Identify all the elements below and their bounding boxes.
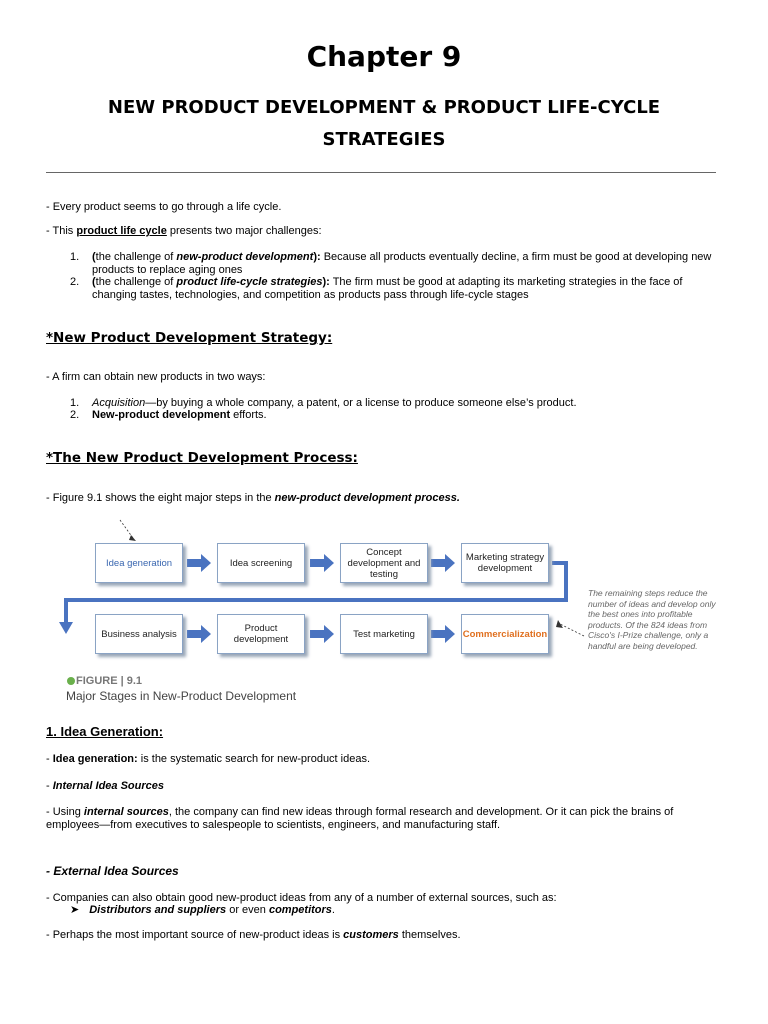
internal-text <box>46 806 726 832</box>
step-test-marketing: Test marketing <box>340 614 428 654</box>
internal-body: , the company can find new ideas through formal research and development. Or it can pick the brains of employees—from executives to salespeople to scientists, engineers, and manufacturing staff. <box>46 806 674 831</box>
figure-label <box>66 675 142 687</box>
section-heading-process: *The New Product Development Process: <box>46 450 358 466</box>
list-number: 2. <box>70 409 80 421</box>
customers-pre: - Perhaps the most important source of new-product ideas is <box>46 929 344 941</box>
figure-caption: Major Stages in New-Product Development <box>66 689 297 703</box>
intro2-post: presents two major challenges: <box>166 225 322 237</box>
external-heading: - External Idea Sources <box>46 864 179 878</box>
arrow-bullet-icon: ➤ <box>70 904 80 916</box>
challenge-term: new-product development <box>176 251 314 263</box>
internal-sources-term: internal sources <box>83 806 169 818</box>
list-number: 1. <box>70 251 80 263</box>
step-concept-development: Concept development and testing <box>340 543 428 583</box>
paren-open: ( <box>92 276 96 288</box>
idea-text: is the systematic search for new-product ideas. <box>137 753 371 765</box>
figure-intro-pre: - Figure 9.1 shows the eight major steps in the <box>46 492 275 504</box>
bullet-mid: or even <box>226 904 269 916</box>
intro-line-1: - Every product seems to go through a life cycle. <box>46 201 282 213</box>
paren-open: ( <box>92 251 96 263</box>
customers-text <box>46 929 726 942</box>
challenge-pre: the challenge of <box>95 251 177 263</box>
challenge-pre: the challenge of <box>95 276 177 288</box>
subtitle-line-2: STRATEGIES <box>322 129 446 150</box>
chapter-subtitle <box>0 92 768 156</box>
section-heading-strategy: *New Product Development Strategy: <box>46 330 333 346</box>
list-number: 2. <box>70 276 80 288</box>
dash: - <box>46 780 53 792</box>
competitors-term: competitors <box>268 904 332 916</box>
step-commercialization: Commercialization <box>461 614 549 654</box>
figure-label-text: FIGURE | 9.1 <box>76 675 143 687</box>
way-text: —by buying a whole company, a patent, or a license to produce someone else’s product. <box>145 397 577 409</box>
customers-post: themselves. <box>398 929 461 941</box>
dash: - <box>46 753 53 765</box>
intro-line-2 <box>46 225 726 238</box>
figure-note: The remaining steps reduce the number of ideas and develop only the best ones into profitable products. Of the 824 ideas from Cisco's I-Prize challenge, only a handful are being developed. <box>588 588 716 651</box>
divider <box>46 172 716 173</box>
external-text: - Companies can also obtain good new-product ideas from any of a number of external sources, such as: <box>46 892 557 904</box>
customers-term: customers <box>343 929 399 941</box>
way-item-2 <box>70 409 730 422</box>
step-product-development: Product development <box>217 614 305 654</box>
step-marketing-strategy: Marketing strategy development <box>461 543 549 583</box>
way-text: efforts. <box>230 409 267 421</box>
internal-term: Internal Idea Sources <box>52 780 164 792</box>
challenge-term: product life-cycle strategies <box>176 276 323 288</box>
subtitle-line-1: NEW PRODUCT DEVELOPMENT & PRODUCT LIFE-CYCLE <box>107 97 661 118</box>
intro2-pre: - This <box>46 225 77 237</box>
heading-idea-generation: 1. Idea Generation: <box>46 724 164 739</box>
figure-intro <box>46 492 726 505</box>
challenge-text: Because all products eventually decline, a firm must be good at developing new products to replace aging ones <box>92 251 712 276</box>
challenge-item-2 <box>70 276 730 302</box>
step-business-analysis: Business analysis <box>95 614 183 654</box>
external-bullet <box>70 904 750 917</box>
step-idea-generation: Idea generation <box>95 543 183 583</box>
idea-definition <box>46 753 726 766</box>
internal-heading <box>46 780 726 793</box>
internal-pre: - Using <box>46 806 84 818</box>
product-life-cycle-term: product life cycle <box>76 225 167 237</box>
paren-close: ): <box>322 276 330 288</box>
ways-intro: - A firm can obtain new products in two ways: <box>46 371 266 383</box>
challenge-item-1 <box>70 251 730 277</box>
idea-term: Idea generation: <box>52 753 138 765</box>
chapter-title: Chapter 9 <box>306 40 462 73</box>
way-term: New-product development <box>92 409 231 421</box>
challenge-text: The firm must be good at adapting its marketing strategies in the face of changing tastes, technologies, and competition as products pass through life-cycle stages <box>92 276 683 301</box>
way-term: Acquisition <box>92 397 146 409</box>
list-number: 1. <box>70 397 80 409</box>
distributors-term: Distributors and suppliers <box>89 904 227 916</box>
paren-close: ): <box>313 251 321 263</box>
step-idea-screening: Idea screening <box>217 543 305 583</box>
bullet-end: . <box>331 904 335 916</box>
figure-intro-term: new-product development process. <box>274 492 460 504</box>
